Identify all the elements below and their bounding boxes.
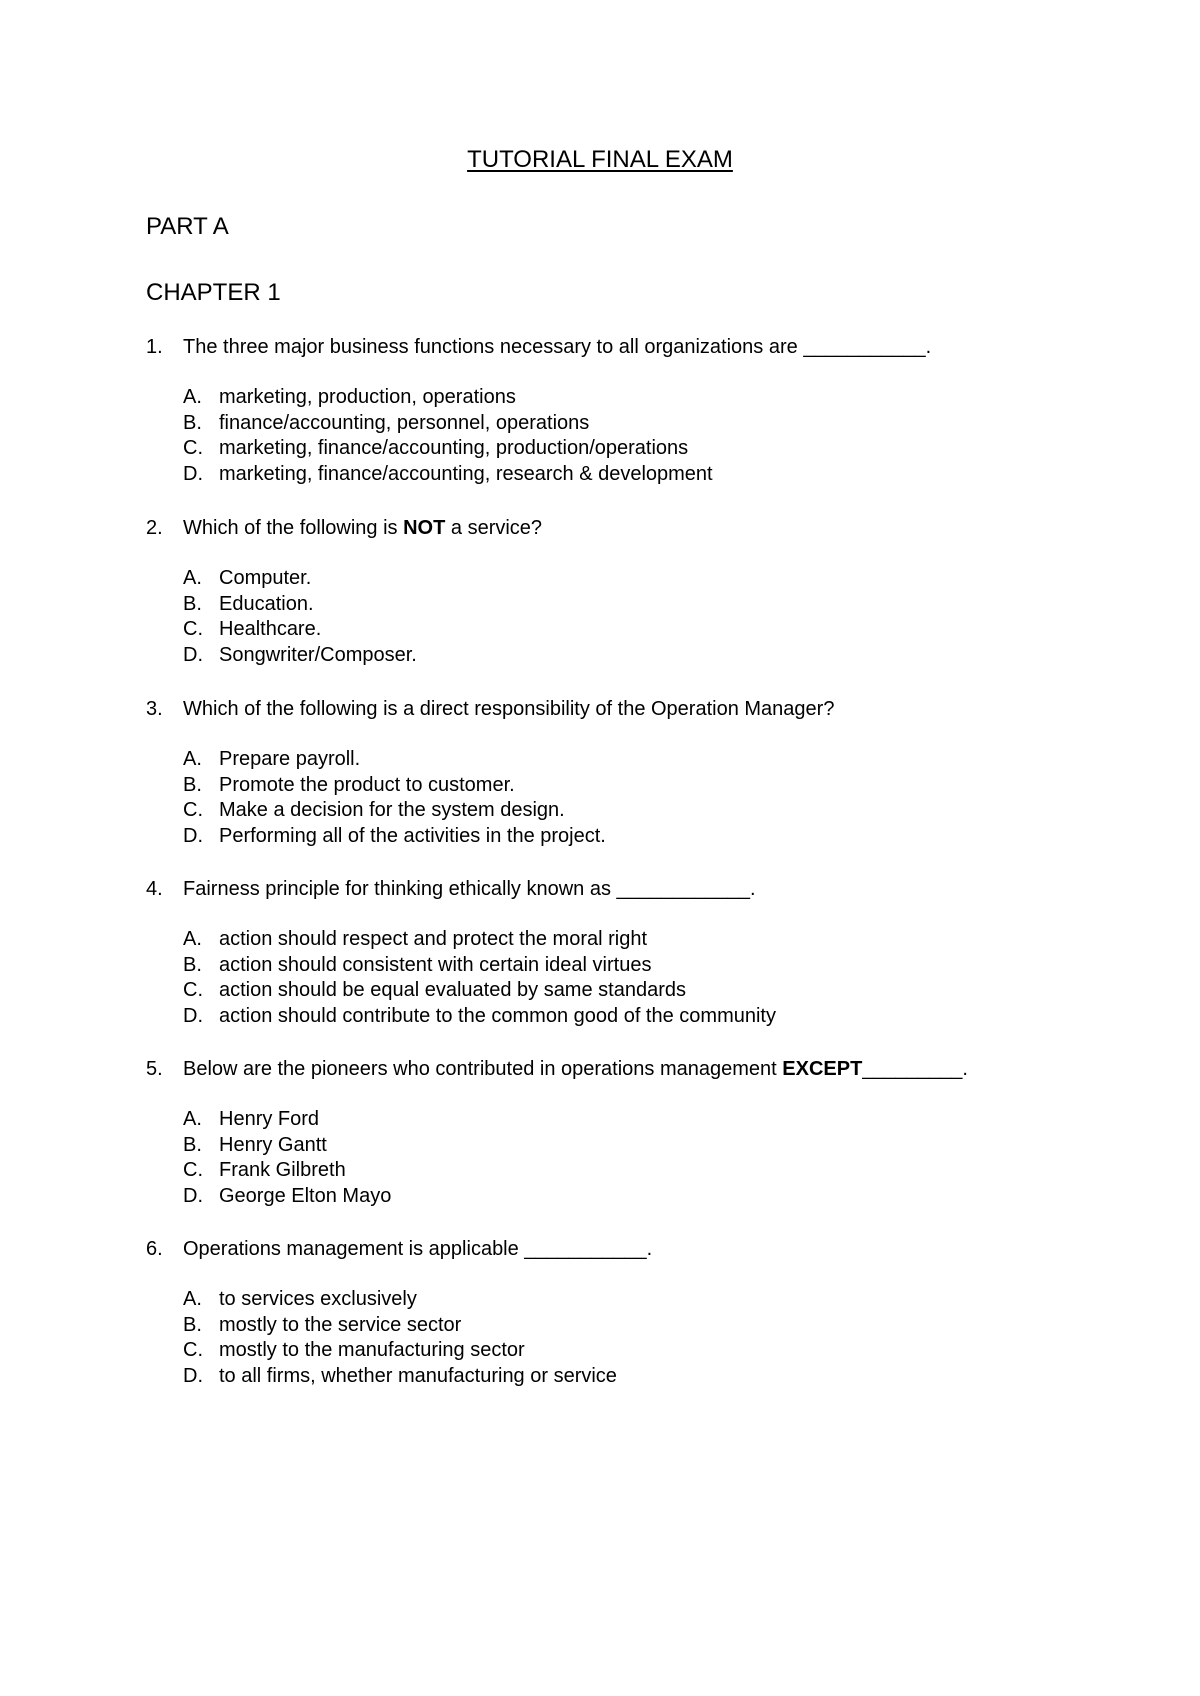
option-text: action should respect and protect the moral right [219, 928, 648, 950]
question-4 [146, 876, 1066, 1029]
option-letter: A. [183, 1108, 202, 1130]
option-a [146, 747, 1066, 773]
option-text: action should consistent with certain ideal virtues [219, 953, 652, 976]
option-b [146, 592, 1066, 618]
option-list [146, 1107, 1066, 1209]
option-text: to services exclusively [219, 1288, 417, 1310]
option-text: Songwriter/Composer. [219, 643, 417, 666]
option-letter: D. [183, 1004, 203, 1027]
option-letter: C. [183, 1159, 203, 1182]
option-text: George Elton Mayo [219, 1184, 392, 1207]
question-2 [146, 515, 1066, 668]
option-a [146, 566, 1066, 592]
option-text: Henry Ford [219, 1108, 320, 1130]
option-c [146, 798, 1066, 824]
question-number: 4. [146, 878, 163, 900]
question-6 [146, 1236, 1066, 1389]
option-letter: D. [183, 1184, 203, 1207]
question-text: Which of the following is a direct responsibility of the Operation Manager? [183, 698, 835, 720]
option-text: action should contribute to the common good of the community [219, 1004, 776, 1027]
question-5 [146, 1056, 1066, 1209]
option-letter: C. [183, 1339, 203, 1362]
option-c [146, 978, 1066, 1004]
question-number: 5. [146, 1058, 163, 1080]
option-d [146, 462, 1066, 488]
option-letter: D. [183, 1364, 203, 1387]
question-text: Operations management is applicable ___________. [183, 1238, 653, 1260]
option-letter: C. [183, 979, 203, 1002]
option-list [146, 385, 1066, 487]
question-text: Which of the following is NOT a service? [183, 517, 543, 539]
option-list [146, 927, 1066, 1029]
option-letter: A. [183, 386, 202, 408]
option-d [146, 1184, 1066, 1210]
question-text: Below are the pioneers who contributed in operations management EXCEPT_________. [183, 1058, 968, 1080]
option-letter: A. [183, 928, 202, 950]
question-text: The three major business functions necessary to all organizations are ___________. [183, 336, 932, 358]
option-text: marketing, finance/accounting, research & development [219, 462, 713, 485]
option-text: Frank Gilbreth [219, 1159, 346, 1182]
option-text: Henry Gantt [219, 1133, 327, 1156]
option-text: finance/accounting, personnel, operations [219, 411, 590, 434]
question-3 [146, 696, 1066, 849]
option-b [146, 773, 1066, 799]
option-letter: A. [183, 567, 202, 589]
option-text: to all firms, whether manufacturing or service [219, 1364, 617, 1387]
option-letter: D. [183, 643, 203, 666]
option-a [146, 927, 1066, 953]
option-letter: A. [183, 748, 202, 770]
option-d [146, 824, 1066, 850]
question-number: 1. [146, 336, 163, 358]
option-letter: B. [183, 1133, 202, 1156]
option-a [146, 1107, 1066, 1133]
question-number: 2. [146, 517, 163, 539]
option-list [146, 747, 1066, 849]
option-letter: B. [183, 592, 202, 615]
option-b [146, 411, 1066, 437]
option-text: Education. [219, 592, 314, 615]
option-text: Make a decision for the system design. [219, 799, 565, 822]
option-letter: C. [183, 618, 203, 641]
option-c [146, 617, 1066, 643]
option-letter: B. [183, 953, 202, 976]
option-text: Prepare payroll. [219, 748, 361, 770]
option-text: mostly to the service sector [219, 1313, 462, 1336]
option-text: marketing, production, operations [219, 386, 516, 408]
option-list [146, 566, 1066, 668]
option-b [146, 1313, 1066, 1339]
option-letter: C. [183, 799, 203, 822]
question-1 [146, 334, 1066, 487]
option-a [146, 1287, 1066, 1313]
option-letter: A. [183, 1288, 202, 1310]
option-text: Healthcare. [219, 618, 322, 641]
option-text: mostly to the manufacturing sector [219, 1339, 525, 1362]
question-number: 3. [146, 698, 163, 720]
option-d [146, 1004, 1066, 1030]
option-letter: D. [183, 824, 203, 847]
option-letter: B. [183, 1313, 202, 1336]
option-list [146, 1287, 1066, 1389]
option-a [146, 385, 1066, 411]
option-text: Performing all of the activities in the project. [219, 824, 606, 847]
option-text: marketing, finance/accounting, production/operations [219, 437, 689, 460]
part-heading: PART A [146, 213, 229, 240]
question-number: 6. [146, 1238, 163, 1260]
option-letter: B. [183, 411, 202, 434]
option-c [146, 1158, 1066, 1184]
option-c [146, 1338, 1066, 1364]
option-text: action should be equal evaluated by same standards [219, 979, 686, 1002]
option-letter: B. [183, 773, 202, 796]
question-text: Fairness principle for thinking ethically known as ____________. [183, 878, 756, 900]
option-d [146, 643, 1066, 669]
option-c [146, 436, 1066, 462]
option-b [146, 1133, 1066, 1159]
option-d [146, 1364, 1066, 1390]
option-letter: D. [183, 462, 203, 485]
page-title: TUTORIAL FINAL EXAM [467, 146, 733, 173]
option-letter: C. [183, 437, 203, 460]
option-b [146, 953, 1066, 979]
option-text: Computer. [219, 567, 312, 589]
chapter-heading: CHAPTER 1 [146, 279, 281, 306]
option-text: Promote the product to customer. [219, 773, 515, 796]
